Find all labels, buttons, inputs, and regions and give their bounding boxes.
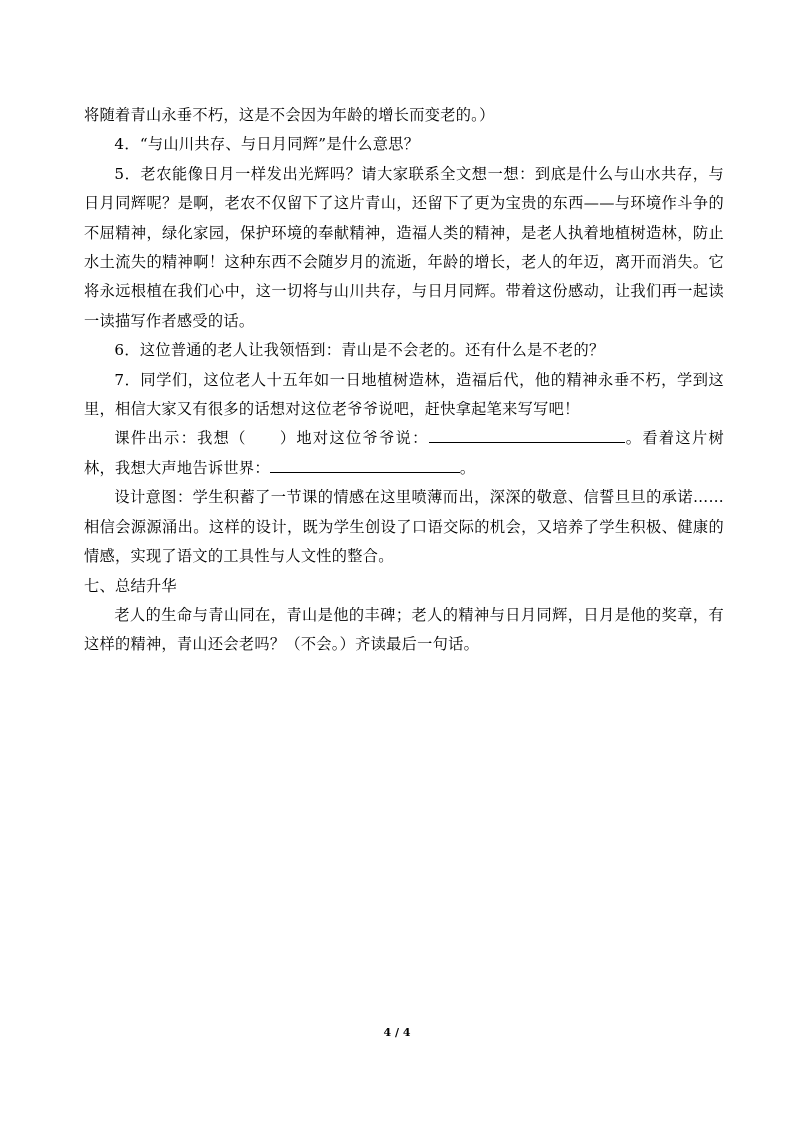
fill-blank-1 <box>429 427 625 444</box>
courseware-text-1: 课件出示：我想（ ）地对这位爷爷说： <box>114 429 429 448</box>
courseware-text-2: 。看着这片树林，我想大声地告诉世界： <box>84 429 724 477</box>
question-4: 4．“与山川共存、与日月同辉”是什么意思？ <box>114 135 420 154</box>
question-5: 5．老农能像日月一样发出光辉吗？请大家联系全文想一想：到底是什么与山水共存，与日月同辉呢？是啊，老农不仅留下了这片青山，还留下了更为宝贵的东西——与环境作斗争的不屈精神，绿化家园，保护环境的奉献精神，造福人类的精神，是老人执着地植树造林，防止水土流失的精神啊！这种东西不会随岁月的流逝，年龄的增长，老人的年迈，离开而消失。它将永远根植在我们心中，这一切将与山川共存，与日月同辉。带着这份感动，让我们再一起读一读描写作者感受的话。 <box>84 164 724 330</box>
question-7: 7．同学们，这位老人十五年如一日地植树造林，造福后代，他的精神永垂不朽，学到这里，相信大家又有很多的话想对这位老爷爷说吧，赶快拿起笔来写写吧！ <box>84 370 724 419</box>
courseware-text-3: 。 <box>459 458 476 477</box>
section-heading: 七、总结升华 <box>84 576 177 595</box>
courseware-prompt <box>84 424 724 483</box>
summary-paragraph: 老人的生命与青山同在，青山是他的丰碑；老人的精神与日月同辉，日月是他的奖章，有这样的精神，青山还会老吗？（不会。）齐读最后一句话。 <box>84 605 724 654</box>
design-intent: 设计意图：学生积蓄了一节课的情感在这里喷薄而出，深深的敬意、信誓旦旦的承诺……相信会源源涌出。这样的设计，既为学生创设了口语交际的机会，又培养了学生积极、健康的情感，实现了语文的工具性与人文性的整合。 <box>84 488 724 566</box>
document-body <box>84 101 724 660</box>
paragraph-continuation: 将随着青山永垂不朽，这是不会因为年龄的增长而变老的。） <box>84 106 495 124</box>
fill-blank-2 <box>270 456 460 473</box>
question-6: 6．这位普通的老人让我领悟到：青山是不会老的。还有什么是不老的？ <box>114 341 605 360</box>
page-number: 4 / 4 <box>383 1026 411 1039</box>
